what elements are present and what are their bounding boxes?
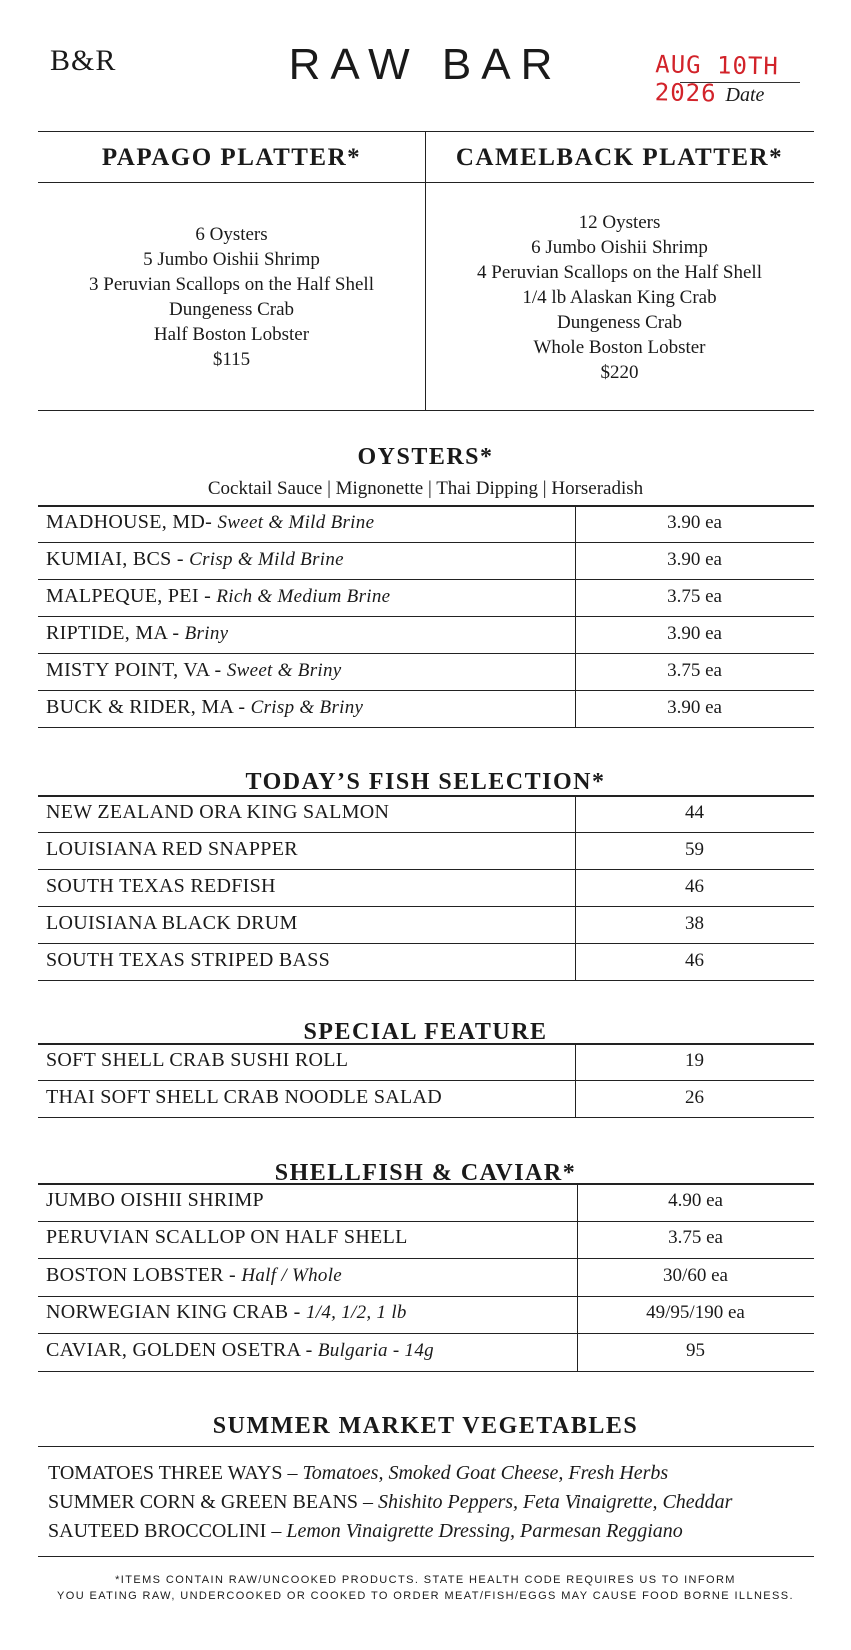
footnote-line: YOU EATING RAW, UNDERCOOKED OR COOKED TO ORDER MEAT/FISH/EGGS MAY CAUSE FOOD BORNE ILLNESS.	[57, 1590, 794, 1602]
platter-item: Whole Boston Lobster	[533, 337, 706, 358]
vegetable-item	[48, 1520, 683, 1543]
platter-item: 4 Peruvian Scallops on the Half Shell	[477, 262, 762, 283]
platter-price: $220	[600, 362, 639, 383]
table-rule	[38, 727, 814, 728]
table-row	[38, 906, 814, 943]
table-rule	[38, 980, 814, 981]
vegetable-item	[48, 1491, 732, 1514]
date-label: Date	[725, 84, 765, 106]
item-price: 46	[685, 875, 704, 897]
item-name	[46, 875, 276, 898]
item-note: 1/4, 1/2, 1 lb	[305, 1302, 407, 1324]
item-note: Sweet & Briny	[226, 659, 342, 681]
table-divider	[575, 795, 576, 980]
vegetables-title: SUMMER MARKET VEGETABLES	[212, 1413, 639, 1439]
special-title: SPECIAL FEATURE	[303, 1019, 548, 1045]
item-label: LOUISIANA RED SNAPPER	[46, 837, 298, 860]
platter-item: 6 Jumbo Oishii Shrimp	[531, 237, 708, 258]
table-divider	[575, 1043, 576, 1117]
item-label: BOSTON LOBSTER -	[46, 1263, 237, 1286]
item-price: 38	[685, 912, 704, 934]
item-name	[46, 1264, 342, 1287]
vegetable-name: SUMMER CORN & GREEN BEANS –	[48, 1491, 374, 1513]
item-label: JUMBO OISHII SHRIMP	[46, 1188, 264, 1211]
item-price: 46	[685, 949, 704, 971]
item-name	[46, 801, 389, 824]
table-row	[38, 795, 814, 832]
vegetables-top-rule	[38, 1446, 814, 1447]
table-row	[38, 1080, 814, 1117]
item-name	[46, 622, 228, 645]
item-price: 59	[685, 838, 704, 860]
item-label: NEW ZEALAND ORA KING SALMON	[46, 800, 390, 823]
item-price: 3.75 ea	[667, 585, 722, 607]
item-price: 95	[686, 1339, 705, 1361]
item-label: BUCK & RIDER, MA -	[46, 695, 246, 718]
oysters-title: OYSTERS*	[357, 444, 494, 470]
item-label: MALPEQUE, PEI -	[46, 584, 212, 607]
platter-item: 5 Jumbo Oishii Shrimp	[143, 249, 320, 270]
footnote-line: *ITEMS CONTAIN RAW/UNCOOKED PRODUCTS. STATE HEALTH CODE REQUIRES US TO INFORM	[115, 1574, 736, 1586]
table-row	[38, 542, 814, 579]
vegetable-desc: Shishito Peppers, Feta Vinaigrette, Cheddar	[378, 1491, 733, 1513]
item-label: THAI SOFT SHELL CRAB NOODLE SALAD	[46, 1085, 443, 1108]
fish-title: TODAY’S FISH SELECTION*	[245, 769, 606, 795]
item-price: 3.75 ea	[667, 659, 722, 681]
table-row	[38, 1043, 814, 1080]
item-name	[46, 696, 363, 719]
item-label: RIPTIDE, MA -	[46, 621, 180, 644]
vegetable-item	[48, 1462, 668, 1485]
table-rule	[38, 1117, 814, 1118]
papago-platter-title: PAPAGO PLATTER*	[101, 144, 362, 171]
item-name	[46, 912, 298, 935]
vegetable-name: SAUTEED BROCCOLINI –	[48, 1520, 282, 1542]
vegetable-desc: Tomatoes, Smoked Goat Cheese, Fresh Herbs	[302, 1462, 669, 1484]
camelback-platter-items	[425, 210, 814, 385]
item-price: 30/60 ea	[663, 1264, 728, 1286]
brand-logo: B&R	[50, 44, 117, 77]
table-divider	[575, 505, 576, 727]
platter-top-rule	[38, 131, 814, 132]
item-name	[46, 1189, 264, 1212]
item-price: 26	[685, 1086, 704, 1108]
item-price: 3.90 ea	[667, 511, 722, 533]
item-name	[46, 1226, 408, 1249]
table-row	[38, 505, 814, 542]
camelback-platter-title: CAMELBACK PLATTER*	[455, 144, 784, 171]
platter-price: $115	[212, 349, 251, 370]
platter-header-rule	[38, 182, 814, 183]
item-note: Half / Whole	[241, 1264, 343, 1286]
item-name	[46, 659, 342, 682]
item-name	[46, 1339, 434, 1362]
date-underline	[680, 82, 800, 83]
table-row	[38, 1333, 814, 1371]
platter-item: 3 Peruvian Scallops on the Half Shell	[89, 274, 374, 295]
item-price: 3.90 ea	[667, 622, 722, 644]
table-rule	[38, 1371, 814, 1372]
health-footnote	[0, 1572, 851, 1604]
item-name	[46, 548, 344, 571]
vegetable-name: TOMATOES THREE WAYS –	[48, 1462, 298, 1484]
item-name	[46, 949, 330, 972]
item-label: SOFT SHELL CRAB SUSHI ROLL	[46, 1048, 349, 1071]
item-label: MADHOUSE, MD-	[46, 510, 213, 533]
item-note: Bulgaria - 14g	[317, 1339, 434, 1361]
item-price: 4.90 ea	[668, 1189, 723, 1211]
table-row	[38, 653, 814, 690]
item-label: SOUTH TEXAS STRIPED BASS	[46, 948, 331, 971]
platter-bottom-rule	[38, 410, 814, 411]
item-label: CAVIAR, GOLDEN OSETRA -	[46, 1338, 313, 1361]
vegetable-desc: Lemon Vinaigrette Dressing, Parmesan Reggiano	[286, 1520, 683, 1542]
item-price: 44	[685, 801, 704, 823]
item-price: 19	[685, 1049, 704, 1071]
item-note: Briny	[184, 622, 229, 644]
item-note: Rich & Medium Brine	[216, 585, 391, 607]
table-row	[38, 690, 814, 727]
table-row	[38, 1183, 814, 1221]
platter-item: 12 Oysters	[578, 212, 661, 233]
item-note: Sweet & Mild Brine	[217, 511, 375, 533]
table-row	[38, 579, 814, 616]
item-label: PERUVIAN SCALLOP ON HALF SHELL	[46, 1226, 408, 1249]
item-note: Crisp & Briny	[250, 696, 364, 718]
table-row	[38, 616, 814, 653]
item-name	[46, 511, 374, 534]
item-name	[46, 838, 298, 861]
platter-item: 6 Oysters	[195, 224, 268, 245]
item-label: MISTY POINT, VA -	[46, 658, 222, 681]
item-label: LOUISIANA BLACK DRUM	[46, 911, 298, 934]
date-stamp: AUG 10TH 2026	[654, 50, 780, 108]
item-price: 3.90 ea	[667, 696, 722, 718]
item-price: 3.90 ea	[667, 548, 722, 570]
item-label: KUMIAI, BCS -	[46, 547, 184, 570]
item-name	[46, 585, 390, 608]
shellfish-title: SHELLFISH & CAVIAR*	[274, 1160, 577, 1186]
item-label: NORWEGIAN KING CRAB -	[46, 1301, 301, 1324]
oyster-sauces: Cocktail Sauce | Mignonette | Thai Dipping | Horseradish	[207, 478, 644, 499]
item-price: 49/95/190 ea	[646, 1302, 745, 1324]
table-row	[38, 869, 814, 906]
item-name	[46, 1049, 348, 1072]
item-name	[46, 1086, 442, 1109]
platter-item: Half Boston Lobster	[153, 324, 310, 345]
table-row	[38, 943, 814, 980]
papago-platter-items	[38, 222, 425, 372]
table-row	[38, 1221, 814, 1259]
table-row	[38, 832, 814, 869]
table-row	[38, 1258, 814, 1296]
platter-item: Dungeness Crab	[168, 299, 295, 320]
item-price: 3.75 ea	[668, 1227, 723, 1249]
platter-item: 1/4 lb Alaskan King Crab	[522, 287, 717, 308]
platter-item: Dungeness Crab	[556, 312, 683, 333]
item-note: Crisp & Mild Brine	[189, 548, 344, 570]
table-divider	[577, 1183, 578, 1371]
page-title: RAW BAR	[288, 40, 563, 89]
item-label: SOUTH TEXAS REDFISH	[46, 874, 276, 897]
item-name	[46, 1301, 407, 1324]
table-row	[38, 1296, 814, 1334]
footer-rule	[38, 1556, 814, 1557]
